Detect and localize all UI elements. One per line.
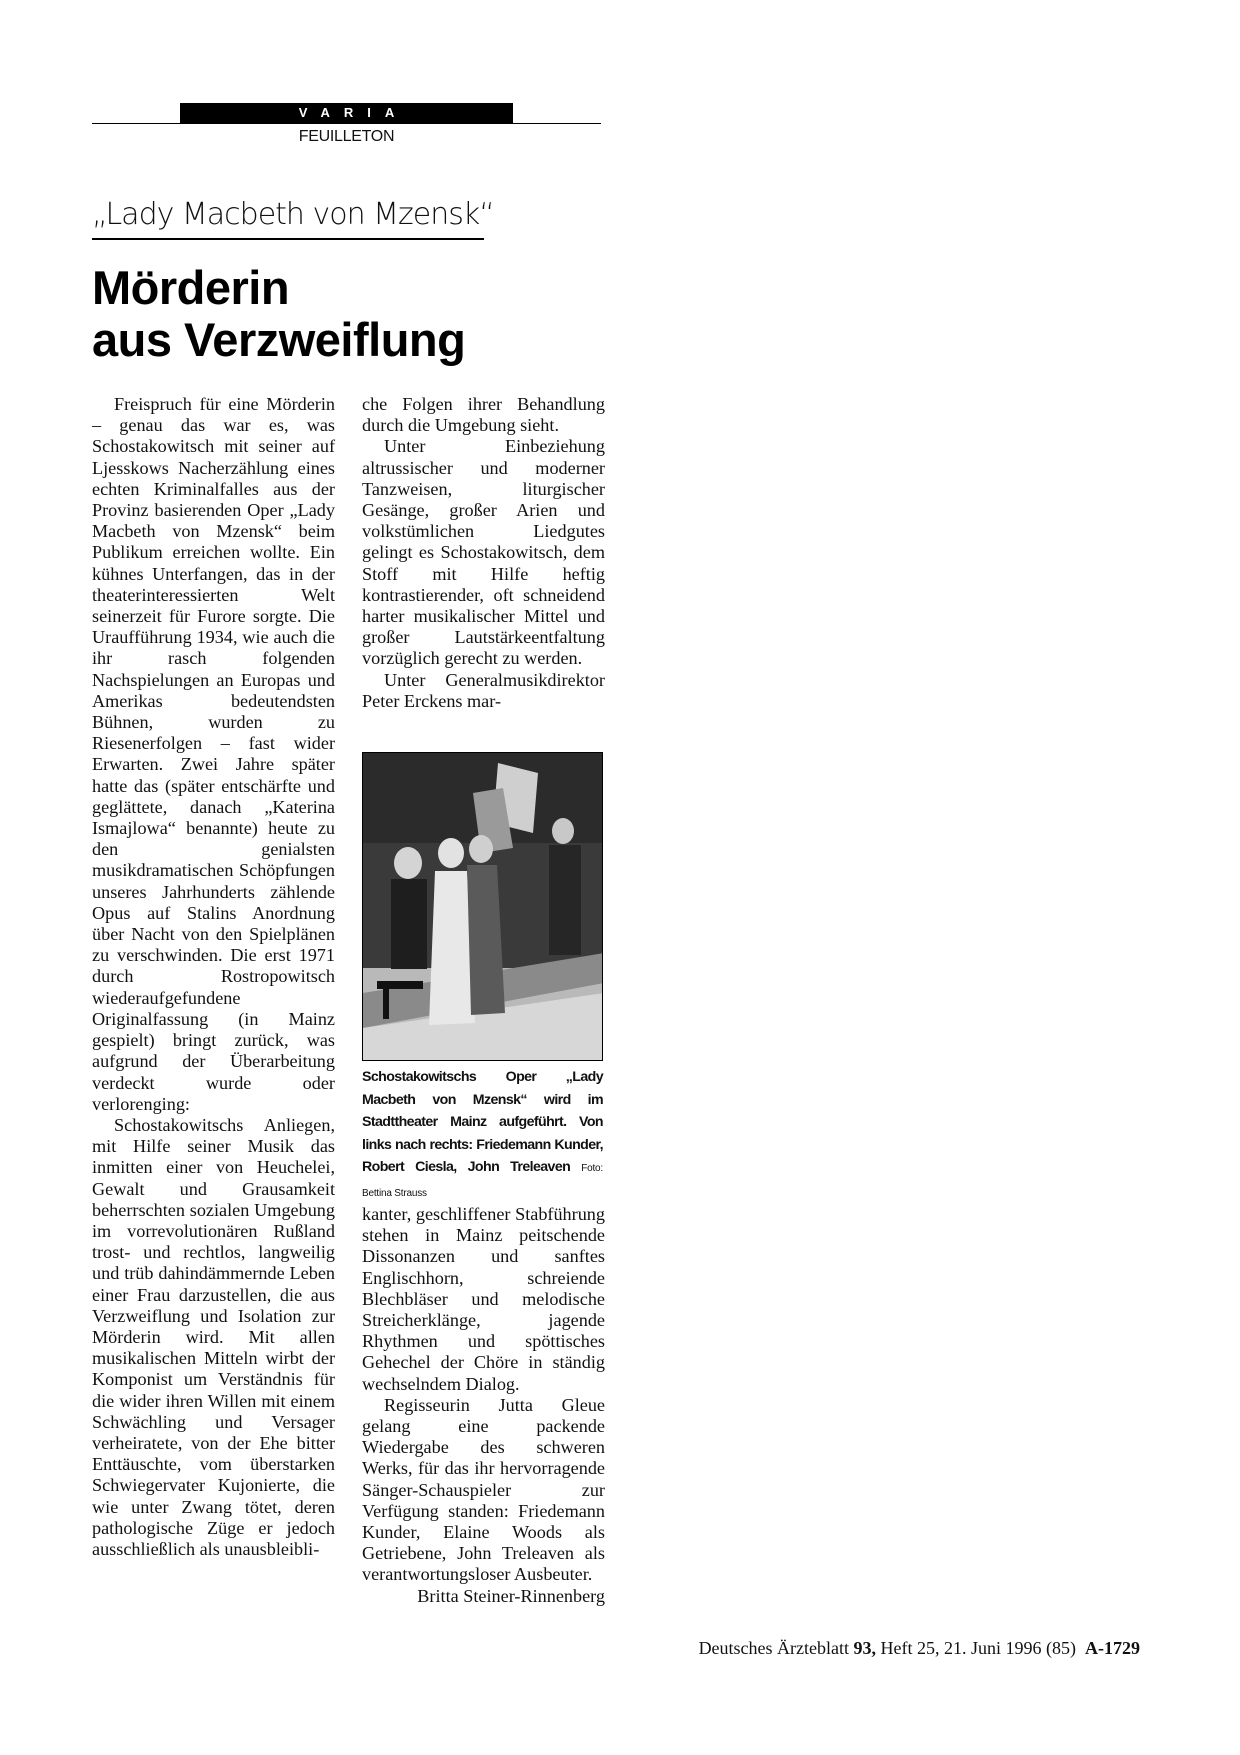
paragraph: Unter Generalmusikdirektor Peter Erckens mar- [362, 669, 605, 711]
article-kicker: „Lady Macbeth von Mzensk“ [92, 197, 494, 232]
paragraph: Freispruch für eine Mörderin – genau das war es, was Schostakowitsch mit seiner auf Ljesskows Nacherzählung eines echten Kriminalfalles aus der Provinz basierenden Oper „Lady Macbeth von Mzensk“ beim Publikum erreichen wollte. Ein kühnes Unterfangen, das in der theaterinteressierten Welt seinerzeit für Furore sorgte. Die Uraufführung 1934, wie auch die ihr rasch folgenden Nachspielungen an Europas und Amerikas bedeutendsten Bühnen, wurden zu Riesenerfolgen – fast wider Erwarten. Zwei Jahre später hatte das (später entschärfte und geglättete, danach „Katerina Ismajlowa“ benannte) heute zu den genialsten musikdramatischen Schöpfungen unseres Jahrhunderts zählende Opus auf Stalins Anordnung über Nacht von den Spielplänen zu verschwinden. Die erst 1971 durch Rostropowitsch wiederaufgefundene Originalfassung (in Mainz gespielt) bringt zurück, was aufgrund der Überarbeitung verdeckt wurde oder verlorenging: [92, 394, 335, 1114]
publication-name: Deutsches Ärzteblatt [698, 1638, 850, 1658]
text-column-right-top [362, 394, 605, 712]
photo-credit: Foto: Bettina Strauss [362, 1163, 603, 1199]
headline-line-1: Mörderin [92, 261, 290, 314]
kicker-underline [92, 238, 484, 240]
caption-text: Schostakowitschs Oper „Lady Macbeth von Mzensk“ wird im Stadttheater Mainz aufgeführt. Von links nach rechts: Friedemann Kunder, Robert Ciesla, John Treleaven [362, 1069, 603, 1175]
author-byline: Britta Steiner-Rinnenberg [417, 1585, 605, 1606]
paragraph: Unter Einbeziehung altrussischer und moderner Tanzweisen, liturgischer Gesänge, großer Arien und volkstümlichen Liedgutes gelingt es Schostakowitsch, dem Stoff mit Hilfe heftig kontrastierender, oft schneidend harter musikalischer Mittel und großer Lautstärkeentfaltung vorzüglich gerecht zu werden. [362, 436, 605, 669]
section-label: FEUILLETON [298, 128, 395, 145]
page-number: A-1729 [1085, 1638, 1140, 1658]
page-footer [699, 1638, 1140, 1659]
photo-caption [362, 1066, 603, 1205]
stage-photo-image [363, 753, 603, 1061]
paragraph: Schostakowitschs Anliegen, mit Hilfe seiner Musik das inmitten einer von Heuchelei, Gewalt und Grausamkeit beherrschten sozialen Umgebung im vorrevolutionären Rußland trost- und rechtlos, langweilig und trüb dahindämmernde Leben einer Frau darzustellen, die aus Verzweiflung und Isolation zur Mörderin wird. Mit allen musikalischen Mitteln wirbt der Komponist um Verständnis für die wider ihren Willen mit einem Schwächling und Versager verheiratete, von der Ehe bitter Enttäuschte, vom überstarken Schwiegervater Kujonierte, die wie unter Zwang tötet, deren pathologische Züge er jedoch ausschließlich als unausbleibli- [92, 1114, 335, 1559]
paragraph: kanter, geschliffener Stabführung stehen in Mainz peitschende Dissonanzen und sanftes Englischhorn, schreiende Blechbläser und melodische Streicherklänge, jagende Rhythmen und spöttisches Gehechel der Chöre in ständig wechselndem Dialog. [362, 1204, 605, 1394]
issue-info: Heft 25, 21. Juni 1996 (85) [880, 1638, 1076, 1658]
rubric-bar: VARIA [180, 103, 513, 123]
headline-line-2: aus Verzweiflung [92, 313, 466, 366]
text-column-left [92, 394, 335, 1560]
stage-photo [362, 752, 603, 1061]
volume-number: 93, [853, 1638, 877, 1658]
paragraph: che Folgen ihrer Behandlung durch die Umgebung sieht. [362, 394, 605, 436]
paragraph: Regisseurin Jutta Gleue gelang eine packende Wiedergabe des schweren Werks, für das ihr hervorragende Sänger-Schauspieler zur Verfügung standen: Friedemann Kunder, Elaine Woods als Getriebene, John Treleaven als verantwortungsloser Ausbeuter. [362, 1394, 605, 1585]
text-column-right-bottom [362, 1204, 605, 1607]
article-headline [92, 262, 465, 366]
header-rule [92, 123, 601, 124]
